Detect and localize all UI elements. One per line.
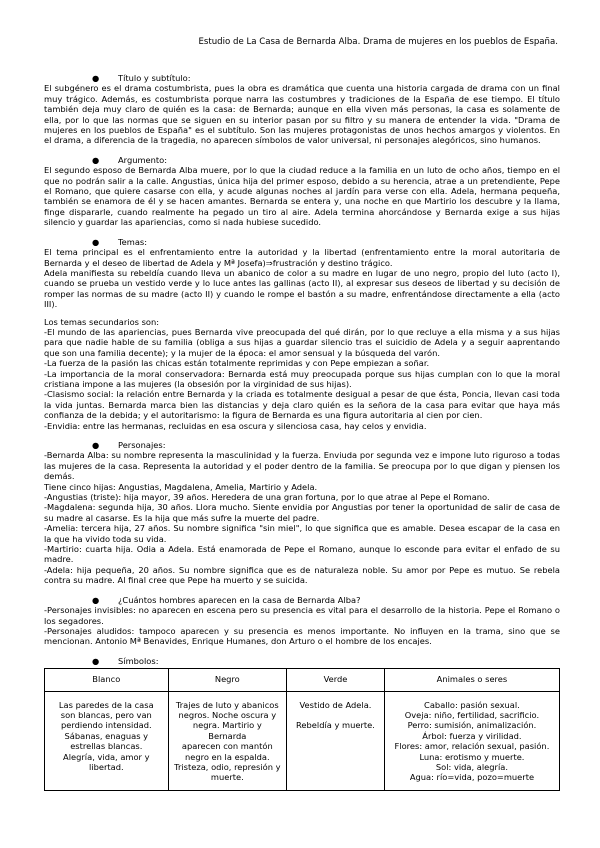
heading-text: Argumento: bbox=[118, 154, 168, 165]
list-item: -Clasismo social: la relación entre Bernarda y la criada es totalmente desigual a pesar de que ésta, Poncia, llevan casi toda la vida juntas. Bernarda marca bien las distancias y deja claro quién es la señora de la casa para evitar que haya más confianza de la debida; y el autoritarismo: la figura de Bernarda es una figura autoritaria al cien por cien. bbox=[44, 389, 560, 421]
section-hombres bbox=[44, 595, 560, 647]
paragraph: El tema principal es el enfrentamiento entre la autoridad y la libertad (enfrentamiento entre la moral autoritaria de Bernarda y el deseo de libertad de Adela y Mª Josefa)⇒frustración y destino trágico. bbox=[44, 247, 560, 268]
cell-line: perdiendo intensidad. bbox=[60, 720, 152, 731]
list-item: -Personajes invisibles: no aparecen en escena pero su presencia es vital para el desarrollo de la historia. Pepe el Romano o los segadores. bbox=[44, 605, 560, 626]
section-simbolos bbox=[44, 656, 560, 791]
column-header: Blanco bbox=[45, 669, 169, 691]
table-cell bbox=[168, 691, 286, 790]
section-personajes bbox=[44, 440, 560, 586]
bullet-icon: ● bbox=[92, 154, 100, 165]
heading-text: Personajes: bbox=[118, 440, 166, 450]
subheading: Los temas secundarios son: bbox=[44, 316, 160, 327]
table-cell bbox=[45, 691, 169, 790]
table-row bbox=[45, 691, 560, 790]
cell-line: estrellas blancas. bbox=[70, 741, 143, 752]
cell-line bbox=[291, 710, 380, 720]
page-header: Estudio de La Casa de Bernarda Alba. Drama de mujeres en los pueblos de España. bbox=[198, 37, 558, 47]
list-item: -Martirio: cuarta hija. Odia a Adela. Está enamorada de Pepe el Romano, aunque lo esconde para evitar el enfado de su madre. bbox=[44, 544, 560, 565]
cell-line: Perro: sumisión, animalización. bbox=[407, 720, 537, 731]
cell-line: Flores: amor, relación sexual, pasión. bbox=[394, 741, 550, 752]
cell-line: Las paredes de la casa bbox=[58, 699, 154, 710]
list-item: -Personajes aludidos: tampoco aparecen y su presencia es menos importante. No influyen en la trama, sino que se mencionan. Antonio Mª Benavides, Enrique Humanes, don Arturo o el hombre de los encajes. bbox=[44, 625, 560, 647]
heading-text: Símbolos: bbox=[118, 655, 159, 666]
cell-line: Vestido de Adela. bbox=[299, 699, 372, 710]
cell-line: negro en la espalda. bbox=[184, 751, 270, 762]
symbols-table bbox=[44, 668, 560, 790]
section-argumento bbox=[44, 155, 560, 228]
cell-line: Oveja: niño, fertilidad, sacrificio. bbox=[404, 709, 540, 720]
cell-line: Árbol: fuerza y virilidad. bbox=[422, 730, 522, 741]
list-item: Tiene cinco hijas: Angustias, Magdalena, Amelia, Martirio y Adela. bbox=[44, 481, 318, 492]
heading-text: Temas: bbox=[118, 236, 148, 247]
section-heading bbox=[44, 440, 560, 450]
cell-line: Caballo: pasión sexual. bbox=[424, 699, 520, 710]
section-titulo bbox=[44, 73, 560, 146]
table-cell bbox=[287, 691, 385, 790]
list-item: -La importancia de la moral conservadora: Bernarda está muy preocupada porque sus hijas cumplan con lo que la moral cristiana impone a las mujeres (la obsesión por la virginidad de sus hijas). bbox=[44, 368, 560, 389]
cell-line: muerte. bbox=[210, 772, 244, 783]
cell-line: Tristeza, odio, represión y bbox=[174, 761, 281, 772]
section-temas bbox=[44, 237, 560, 431]
heading-text: ¿Cuántos hombres aparecen en la casa de Bernarda Alba? bbox=[118, 594, 361, 605]
cell-line: Trajes de luto y abanicos bbox=[175, 699, 279, 710]
section-heading bbox=[44, 155, 560, 165]
bullet-icon: ● bbox=[92, 236, 100, 247]
section-heading bbox=[44, 237, 560, 247]
bullet-icon: ● bbox=[92, 73, 100, 83]
list-item: -Adela: hija pequeña, 20 años. Su nombre significa que es de naturaleza noble. Su amor por Pepe es mutuo. Se rebela contra su madre. Al final cree que Pepe ha muerto y se suicida. bbox=[44, 564, 560, 586]
bullet-icon: ● bbox=[92, 594, 100, 605]
cell-line: Rebeldía y muerte. bbox=[296, 720, 375, 731]
document-body bbox=[44, 73, 560, 791]
cell-line: negros. Noche oscura y bbox=[178, 709, 277, 720]
list-item: -La fuerza de la pasión las chicas están totalmente reprimidas y con Pepe empiezan a soñar. bbox=[44, 358, 430, 369]
bullet-icon: ● bbox=[92, 655, 100, 666]
paragraph: El segundo esposo de Bernarda Alba muere, por lo que la ciudad reduce a la familia en un luto de ocho años, tiempo en el que no podrán salir a la calle. Angustias, única hija del primer esposo, debido a su herencia, atrae a un pretendiente, Pepe el Romano, que quiere casarse con ella, y acude algunas noches al jardín para verse con ella. Adela, hermana pequeña, también se enamora de él y se hacen amantes. Bernarda se entera y, una noche en que Martirio los descubre y la llama, finge dispararle, cuando realmente ha pegado un tiro al aire. Adela termina ahorcándose y Bernarda exige a sus hijas silencio y guardar las apariencias, como si nada hubiese sucedido. bbox=[44, 165, 560, 228]
section-heading bbox=[44, 73, 560, 83]
cell-line: son blancas, pero van bbox=[60, 709, 152, 720]
table-header-row bbox=[45, 669, 560, 691]
cell-line: aparecen con mantón bbox=[181, 741, 273, 752]
list-item: -Magdalena: segunda hija, 30 años. Llora mucho. Siente envidia por Angustias por tener la oportunidad de salir de casa de su madre al casarse. Es la hija que más sufre la muerte del padre. bbox=[44, 502, 560, 523]
column-header: Negro bbox=[168, 669, 286, 691]
section-heading bbox=[44, 656, 560, 666]
column-header: Verde bbox=[287, 669, 385, 691]
column-header: Animales o seres bbox=[384, 669, 559, 691]
bullet-icon: ● bbox=[92, 440, 100, 450]
cell-line: negra. Martirio y Bernarda bbox=[192, 720, 262, 741]
cell-line: Sábanas, enaguas y bbox=[64, 730, 149, 741]
section-heading bbox=[44, 595, 560, 605]
paragraph: Adela manifiesta su rebeldía cuando lleva un abanico de color a su madre en lugar de uno negro, propio del luto (acto I), cuando se prueba un vestido verde y lo luce antes las gallinas (acto II), al expresar sus deseos de libertad y su decisión de romper las normas de su madre (acto II) y cuando le rompe el bastón a su madre, enfrentándose directamente a ella (acto III). bbox=[44, 267, 560, 310]
table-cell bbox=[384, 691, 559, 790]
cell-line: Alegría, vida, amor y bbox=[63, 751, 150, 762]
paragraph: El subgénero es el drama costumbrista, pues la obra es dramática que cuenta una historia cargada de drama con un final muy trágico. Además, es costumbrista porque narra las costumbres y tradiciones de la España de ese tiempo. El título también deja muy claro de quién es la casa: de Bernarda; aunque en ella viven más personas, la casa es solamente de ella, por lo que las normas que se siguen en su interior pasan por su filtro y su manera de entender la vida. "Drama de mujeres en los pueblos de España" es el subtítulo. Son las mujeres protagonistas de unos hechos amargos y violentos. En el drama, a diferencia de la tragedia, no aparecen símbolos de valor universal, ni personajes alegóricos, sino humanos. bbox=[44, 83, 560, 146]
list-item: -Bernarda Alba: su nombre representa la masculinidad y la fuerza. Enviuda por segunda vez e impone luto riguroso a todas las mujeres de la casa. Representa la autoridad y el poder dentro de la familia. Se preocupa por lo que digan y piensen los demás. bbox=[44, 450, 560, 482]
list-item: -Angustias (triste): hija mayor, 39 años. Heredera de una gran fortuna, por lo que atrae al Pepe el Romano. bbox=[44, 492, 490, 503]
list-item: -Envidia: entre las hermanas, recluidas en esa oscura y silenciosa casa, hay celos y envidia. bbox=[44, 420, 427, 431]
cell-line: libertad. bbox=[88, 761, 124, 772]
list-item: -El mundo de las apariencias, pues Bernarda vive preocupada del qué dirán, por lo que recluye a ella misma y a sus hijas para que nadie hable de su familia (obliga a sus hijas a guardar silencio tras el suicidio de Adela y a seguir aaprentando que son una familia decente); y la mujer de la época: el amor sensual y la búsqueda del varón. bbox=[44, 326, 560, 358]
heading-text: Título y subtítulo: bbox=[118, 73, 191, 83]
cell-line: Sol: vida, alegría. bbox=[435, 761, 508, 772]
cell-line: Agua: río=vida, pozo=muerte bbox=[409, 772, 535, 783]
cell-line: Luna: erotismo y muerte. bbox=[419, 751, 525, 762]
list-item: -Amelia: tercera hija, 27 años. Su nombre significa "sin miel", lo que significa que es amable. Desea escapar de la casa en la que ha vivido toda su vida. bbox=[44, 523, 560, 544]
